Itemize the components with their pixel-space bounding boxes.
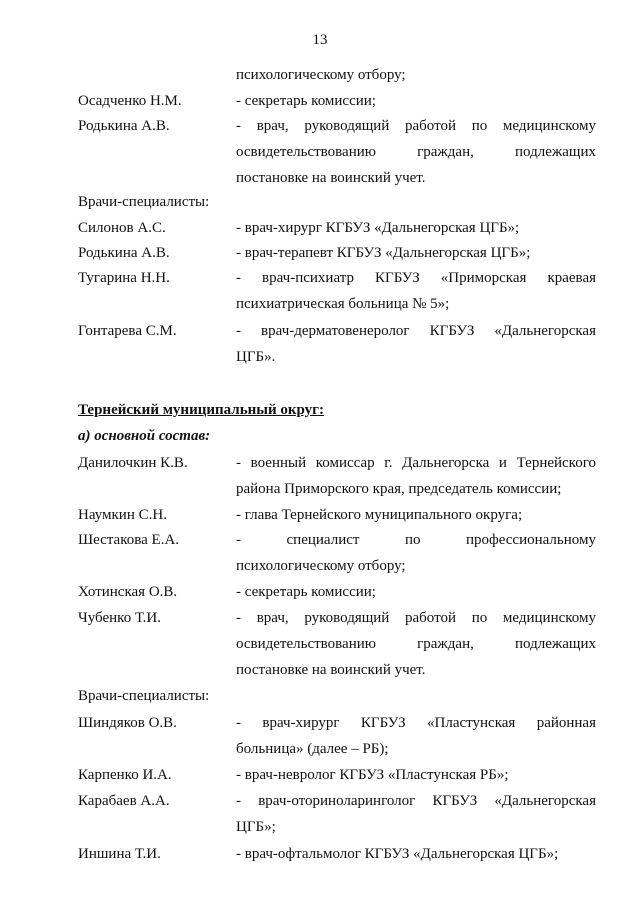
member-name: Родькина А.В. [78,245,170,261]
continuation-line [236,62,596,88]
member-role [236,215,596,241]
member-role [236,788,596,840]
member-name: Шиндяков О.В. [78,715,177,731]
role-line: - врач-невролог КГБУЗ «Пластунская РБ»; [236,767,509,783]
member-name: Осадченко Н.М. [78,93,182,109]
member-role [236,527,596,579]
role-line: - военный комиссар г. Дальнегорска и Тернейского [236,455,596,471]
role-line: района Приморского края, председатель комиссии; [236,481,562,497]
section-title: Тернейский муниципальный округ: [78,402,324,418]
member-role [236,240,596,266]
role-line: ЦГБ». [236,349,276,365]
specialists-label: Врачи-специалисты: [78,688,210,704]
role-line: постановке на воинский учет. [236,662,426,678]
role-line: освидетельствованию граждан, подлежащих [236,144,596,160]
member-name: Карпенко И.А. [78,767,172,783]
role-line: - секретарь комиссии; [236,93,376,109]
member-name: Шестакова Е.А. [78,532,180,548]
member-name: Гонтарева С.М. [78,323,177,339]
member-role [236,579,596,605]
member-role [236,88,596,114]
role-line: психологическому отбору; [236,67,406,83]
member-name: Данилочкин К.В. [78,455,188,471]
role-line: - врач-офтальмолог КГБУЗ «Дальнегорская ЦГБ»; [236,846,559,862]
member-role [236,841,596,867]
specialists-label: Врачи-специалисты: [78,194,210,210]
role-line: психологическому отбору; [236,558,406,574]
role-line: - специалист по профессиональному [236,532,596,548]
role-line: - секретарь комиссии; [236,584,376,600]
member-name: Родькина А.В. [78,118,170,134]
member-name: Карабаев А.А. [78,793,170,809]
role-line: - врач-оториноларинголог КГБУЗ «Дальнегорская [236,793,596,809]
member-role [236,113,596,191]
member-role [236,318,596,370]
member-role [236,605,596,683]
member-name: Тугарина Н.Н. [78,270,170,286]
role-line: освидетельствованию граждан, подлежащих [236,636,596,652]
role-line: постановке на воинский учет. [236,170,426,186]
role-line: - врач, руководящий работой по медицинскому [236,610,596,626]
role-line: - врач, руководящий работой по медицинскому [236,118,596,134]
member-role [236,762,596,788]
subsection-title: а) основной состав: [78,428,211,444]
role-line: психиатрическая больница № 5»; [236,296,450,312]
role-line: - врач-психиатр КГБУЗ «Приморская краевая [236,270,596,286]
member-name: Наумкин С.Н. [78,507,167,523]
role-line: - глава Тернейского муниципального округа; [236,507,523,523]
member-role [236,265,596,317]
role-line: - врач-хирург КГБУЗ «Пластунская районная [236,715,596,731]
role-line: ЦГБ»; [236,819,276,835]
member-name: Иншина Т.И. [78,846,161,862]
member-role [236,710,596,762]
page-number: 13 [312,32,328,48]
member-role [236,450,596,502]
member-name: Хотинская О.В. [78,584,178,600]
role-line: больница» (далее – РБ); [236,741,389,757]
role-line: - врач-хирург КГБУЗ «Дальнегорская ЦГБ»; [236,220,520,236]
member-role [236,502,596,528]
role-line: - врач-терапевт КГБУЗ «Дальнегорская ЦГБ»; [236,245,531,261]
member-name: Чубенко Т.И. [78,610,161,626]
role-line: - врач-дерматовенеролог КГБУЗ «Дальнегорская [236,323,596,339]
member-name: Силонов А.С. [78,220,166,236]
